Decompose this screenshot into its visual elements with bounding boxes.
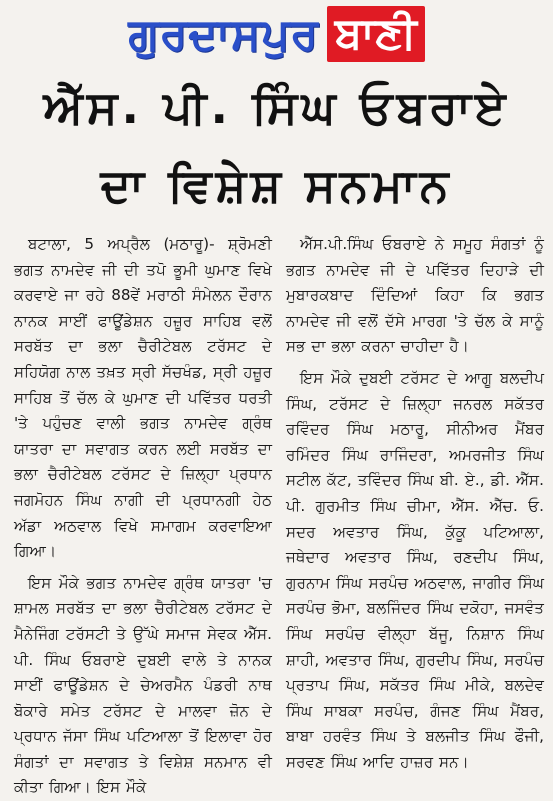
article-body (14, 232, 544, 797)
newspaper-masthead (0, 0, 553, 68)
article-column-left (14, 232, 272, 797)
article-paragraph: ਇਸ ਮੌਕੇ ਦੁਬਈ ਟਰੱਸਟ ਦੇ ਆਗੂ ਬਲਦੀਪ ਸਿੰਘ, ਟਰੱਸਟ ਦੇ ਜ਼ਿਲ੍ਹਾ ਜਨਰਲ ਸਕੱਤਰ ਰਵਿੰਦਰ ਸਿੰਘ ਮਠਾਰੂ, ਸੀਨੀਅਰ ਮੈਂਬਰ ਰਮਿੰਦਰ ਸਿੰਘ ਰਾਜਿੰਦਰਾ, ਅਮਰਜੀਤ ਸਿੰਘ ਸਟੀਲ ਕੱਟ, ਤਵਿੰਦਰ ਸਿੰਘ ਬੀ. ਏ., ਡੀ. ਐੱਸ. ਪੀ. ਗੁਰਮੀਤ ਸਿੰਘ ਚੀਮਾ, ਐੱਸ. ਐੱਚ. ਓ. ਸਦਰ ਅਵਤਾਰ ਸਿੰਘ, ਕੁੱਕੂ ਪਟਿਆਲਾ, ਜਥੇਦਾਰ ਅਵਤਾਰ ਸਿੰਘ, ਰਣਦੀਪ ਸਿੰਘ, ਗੁਰਨਾਮ ਸਿੰਘ ਸਰਪੰਚ ਅਠਵਾਲ, ਜਾਗੀਰ ਸਿੰਘ ਸਰਪੰਚ ਭੋਮਾ, ਬਲਜਿੰਦਰ ਸਿੰਘ ਦਕੋਹਾ, ਜਸਵੰਤ ਸਿੰਘ ਸਰਪੰਚ ਵੀਲ੍ਹਾ ਬੱਜੂ, ਨਿਸ਼ਾਨ ਸਿੰਘ ਸ਼ਾਹੀ, ਅਵਤਾਰ ਸਿੰਘ, ਗੁਰਦੀਪ ਸਿੰਘ, ਸਰਪੰਚ ਪ੍ਰਤਾਪ ਸਿੰਘ, ਸਕੱਤਰ ਸਿੰਘ ਮੀਕੇ, ਬਲਦੇਵ ਸਿੰਘ ਸਾਬਕਾ ਸਰਪੰਚ, ਗੰਜਣ ਸਿੰਘ ਮੈਂਬਰ, ਬਾਬਾ ਹਰਵੰਤ ਸਿੰਘ ਤੇ ਬਲਜੀਤ ਸਿੰਘ ਫੌਜੀ, ਸਰਵਣ ਸਿੰਘ ਆਦਿ ਹਾਜ਼ਰ ਸਨ। (286, 368, 544, 771)
article-paragraph: ਐੱਸ.ਪੀ.ਸਿੰਘ ਓਬਰਾਏ ਨੇ ਸਮੂਹ ਸੰਗਤਾਂ ਨੂੰ ਭਗਤ ਨਾਮਦੇਵ ਜੀ ਦੇ ਪਵਿੱਤਰ ਦਿਹਾੜੇ ਦੀ ਮੁਬਾਰਕਬਾਦ ਦਿੰਦਿਆਂ ਕਿਹਾ ਕਿ ਭਗਤ ਨਾਮਦੇਵ ਜੀ ਵਲੋਂ ਦੱਸੇ ਮਾਰਗ 'ਤੇ ਚੱਲ ਕੇ ਸਾਨੂੰ ਸਭ ਦਾ ਭਲਾ ਕਰਨਾ ਚਾਹੀਦਾ ਹੈ। (286, 235, 544, 356)
masthead-title-part1: ਗੁਰਦਾਸਪੁਰ (128, 8, 319, 60)
article-column-right (286, 232, 544, 792)
article-paragraph: ਬਟਾਲਾ, 5 ਅਪ੍ਰੈਲ (ਮਠਾਰੂ)- ਸ਼੍ਰੋਮਣੀ ਭਗਤ ਨਾਮਦੇਵ ਜੀ ਦੀ ਤਪੋ ਭੂਮੀ ਘੁਮਾਣ ਵਿਖੇ ਕਰਵਾਏ ਜਾ ਰਹੇ 88ਵੇਂ ਮਰਾਠੀ ਸੰਮੇਲਨ ਦੌਰਾਨ ਨਾਨਕ ਸਾਈਂ ਫਾਊਂਡੇਸ਼ਨ ਹਜ਼ੂਰ ਸਾਹਿਬ ਵਲੋਂ ਸਰਬੱਤ ਦਾ ਭਲਾ ਚੈਰੀਟੇਬਲ ਟਰੱਸਟ ਦੇ ਸਹਿਯੋਗ ਨਾਲ ਤਖ਼ਤ ਸ੍ਰੀ ਸੱਚਖੰਡ, ਸ੍ਰੀ ਹਜ਼ੂਰ ਸਾਹਿਬ ਤੋਂ ਚੱਲ ਕੇ ਘੁਮਾਣ ਦੀ ਪਵਿੱਤਰ ਧਰਤੀ 'ਤੇ ਪਹੁੰਚਣ ਵਾਲੀ ਭਗਤ ਨਾਮਦੇਵ ਗ੍ਰੰਥ ਯਾਤਰਾ ਦਾ ਸਵਾਗਤ ਕਰਨ ਲਈ ਸਰਬੱਤ ਦਾ ਭਲਾ ਚੈਰੀਟੇਬਲ ਟਰੱਸਟ ਦੇ ਜ਼ਿਲ੍ਹਾ ਪ੍ਰਧਾਨ ਜਗਮੋਹਨ ਸਿੰਘ ਨਾਗੀ ਦੀ ਪ੍ਰਧਾਨਗੀ ਹੇਠ ਅੱਡਾ ਅਠਵਾਲ ਵਿਖੇ ਸਮਾਗਮ ਕਰਵਾਇਆ ਗਿਆ। (14, 235, 272, 561)
headline-line2: ਦਾ ਵਿਸ਼ੇਸ਼ ਸਨਮਾਨ (100, 158, 453, 212)
masthead-title-part2: ਬਾਣੀ (327, 6, 425, 62)
article-paragraph: ਇਸ ਮੌਕੇ ਭਗਤ ਨਾਮਦੇਵ ਗ੍ਰੰਥ ਯਾਤਰਾ 'ਚ ਸ਼ਾਮਲ ਸਰਬੱਤ ਦਾ ਭਲਾ ਚੈਰੀਟੇਬਲ ਟਰੱਸਟ ਦੇ ਮੈਨੇਜਿੰਗ ਟਰੱਸਟੀ ਤੇ ਉੱਘੇ ਸਮਾਜ ਸੇਵਕ ਐੱਸ. ਪੀ. ਸਿੰਘ ਓਬਰਾਏ ਦੁਬਈ ਵਾਲੇ ਤੇ ਨਾਨਕ ਸਾਈਂ ਫਾਊਂਡੇਸ਼ਨ ਦੇ ਚੇਅਰਮੈਨ ਪੰਡਰੀ ਨਾਥ ਬੋਕਾਰੇ ਸਮੇਤ ਟਰੱਸਟ ਦੇ ਮਾਲਵਾ ਜ਼ੋਨ ਦੇ ਪ੍ਰਧਾਨ ਜੱਸਾ ਸਿੰਘ ਪਟਿਆਲਾ ਤੋਂ ਇਲਾਵਾ ਹੋਰ ਸੰਗਤਾਂ ਦਾ ਸਵਾਗਤ ਤੇ ਵਿਸ਼ੇਸ਼ ਸਨਮਾਨ ਵੀ ਕੀਤਾ ਗਿਆ। ਇਸ ਮੌਕੇ (14, 573, 272, 797)
headline-line1: ਐੱਸ. ਪੀ. ਸਿੰਘ ਓਬਰਾਏ (43, 80, 510, 134)
